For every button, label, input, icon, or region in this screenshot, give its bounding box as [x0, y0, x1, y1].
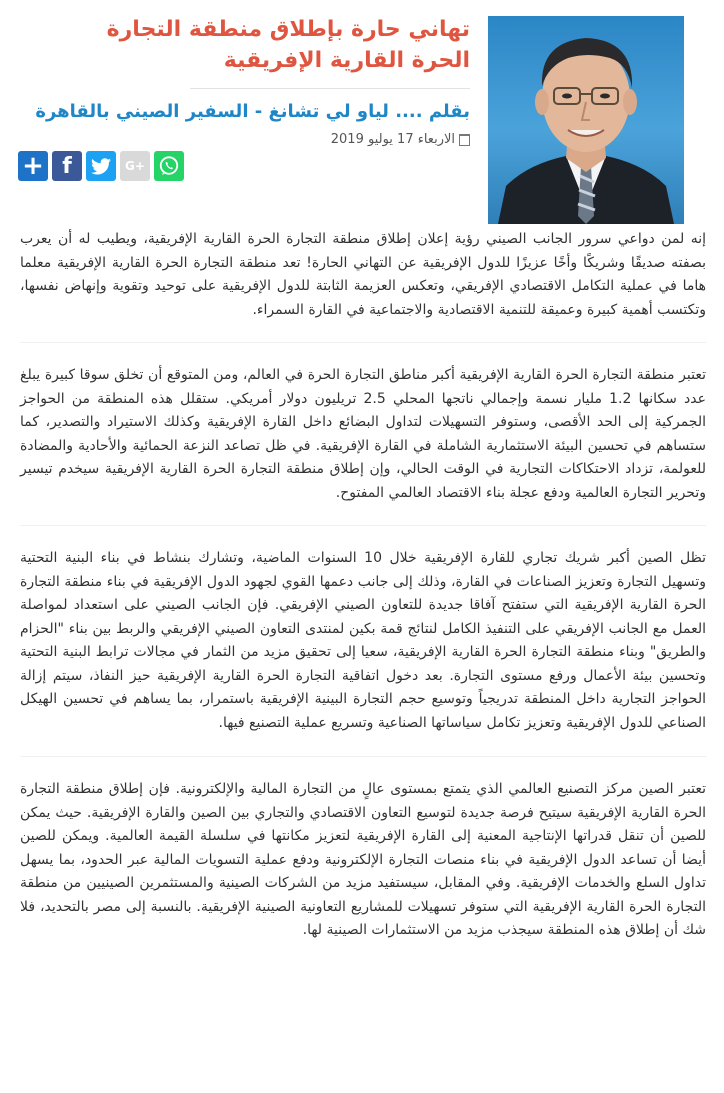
ambassador-portrait	[488, 16, 684, 224]
plus-icon: +	[22, 151, 44, 181]
article-paragraph: تعتبر منطقة التجارة الحرة القارية الإفريقية أكبر مناطق التجارة الحرة في العالم، ومن المتوقع أن تخلق سوقا كبيرة يبلغ عدد سكانها 1.2 مليار نسمة وإجمالي ناتجها المحلي 2.5 تريليون دولار أمريكي. ستقلل هذه المنطقة من الحواجز الجمركية إلى الحد الأقصى، وستوفر التسهيلات لتداول البضائع داخل القارة الإفريقية وكذلك الاستيراد والتصدير، كما ستساهم في تحسين البيئة الاستثمارية الشاملة في القارة الإفريقية. في ظل تصاعد النزعة الحمائية والأحادية والمضادة للعولمة، تزداد الاحتكاكات التجارية في الوقت الحالي، وإن إطلاق منطقة التجارة الحرة القارية الإفريقية سيخدم تيسير وتحرير التجارة العالمية ودفع عجلة بناء الاقتصاد العالمي المفتوح.	[20, 367, 706, 501]
twitter-icon	[91, 158, 111, 175]
share-bar	[18, 151, 184, 181]
facebook-icon: f	[62, 153, 72, 179]
share-whatsapp-button[interactable]	[154, 151, 184, 181]
paragraph-divider	[20, 525, 706, 526]
article-paragraph: إنه لمن دواعي سرور الجانب الصيني رؤية إعلان إطلاق منطقة التجارة الحرة القارية الإفريقية، ويطيب له أن يعرب بصفته صديقًا وشريكًا وأخًا عزيزًا للدول الإفريقية عن التهاني الحارة! تعد منطقة التجارة الحرة القارية الإفريقية معلما هاما في عملية التكامل الاقتصادي الإفريقي، وتعكس العزيمة الثابتة للدول الإفريقية على توحيد وتقوية وإنهاض نفسها، وتكتسب أهمية كبيرة وعميقة للتنمية الاقتصادية والاجتماعية في القارة السمراء.	[20, 231, 706, 318]
share-googleplus-button[interactable]	[120, 151, 150, 181]
article-header	[0, 10, 724, 225]
page-title: تهاني حارة بإطلاق منطقة التجارة الحرة القارية الإفريقية	[106, 17, 470, 73]
publish-date	[331, 132, 470, 147]
publish-date-text: الاربعاء 17 يوليو 2019	[330, 132, 455, 147]
article-paragraph: تعتبر الصين مركز التصنيع العالمي الذي يتمتع بمستوى عالٍ من التجارة المالية والإلكترونية. فإن إطلاق منطقة التجارة الحرة القارية الإفريقية سيتيح فرصة جديدة لتوسيع التعاون الاقتصادي والتجاري بين الصين والقارة الإفريقية. حيث يمكن للصين أن تنقل قدراتها الإنتاجية المعنية إلى القارة الإفريقية لتعزيز مكانتها في سلسلة القيمة العالمية. ويمكن للصين أيضا أن تساعد الدول الإفريقية في بناء منصات التجارة الإلكترونية ودفع عملية التسويات المالية عبر الحدود، بما يسهل تداول السلع والخدمات الإفريقية. وفي المقابل، سيستفيد مزيد من الشركات الصينية والمستثمرين الصينيين من منطقة التجارة الحرة القارية الإفريقية التي ستوفر تسهيلات للمشاريع التعاونية الصينية الإفريقية. بالنسبة إلى مصر بالتحديد، فلا شك أن إطلاق هذه المنطقة سيجذب مزيد من الاستثمارات الصينية لها.	[20, 781, 706, 938]
googleplus-icon: G+	[125, 159, 145, 173]
calendar-icon	[459, 134, 470, 146]
article-paragraph: تظل الصين أكبر شريك تجاري للقارة الإفريقية خلال 10 السنوات الماضية، وتشارك بنشاط في بناء البنية التحتية وتسهيل التجارة وتعزيز الصناعات في القارة، وذلك إلى جانب دعمها القوي لجهود الدول الإفريقية في بناء منطقة التجارة الحرة القارية الإفريقية التي ستفتح آفاقا جديدة للتعاون الصيني الإفريقي. فإن الجانب الصيني على استعداد لمواصلة العمل مع الجانب الإفريقي على التنفيذ الكامل لنتائج قمة بكين لمنتدى التعاون الصيني الإفريقي والربط بين بناء "الحزام والطريق" وبناء منطقة التجارة الحرة القارية الإفريقية، سعيا إلى تحقيق مزيد من الثمار في مجالات ترابط البنية التحتية وتحسين بيئة الأعمال ورفع مستوى التجارة. بعد دخول اتفاقية التجارة الحرة القارية الإفريقية حيز النفاذ، سيتم إزالة الحواجز التجارية داخل المنطقة تدريجياً وتوسيع حجم التجارة البينية الإفريقية باستمرار، بما يساهم في تحسين الهيكل الصناعي للدول الإفريقية وتعزيز تكامل سياساتها الصناعية وتسريع عملية التصنيع فيها.	[20, 550, 706, 731]
paragraph-divider	[20, 342, 706, 343]
share-plus-button[interactable]	[18, 151, 48, 181]
article-body	[20, 228, 706, 943]
whatsapp-icon	[158, 155, 180, 177]
share-facebook-button[interactable]	[52, 151, 82, 181]
paragraph-divider	[20, 756, 706, 757]
share-twitter-button[interactable]	[86, 151, 116, 181]
title-divider	[190, 88, 470, 89]
author-byline: بقلم .... لياو لي تشانغ - السفير الصيني بالقاهرة	[35, 101, 470, 122]
